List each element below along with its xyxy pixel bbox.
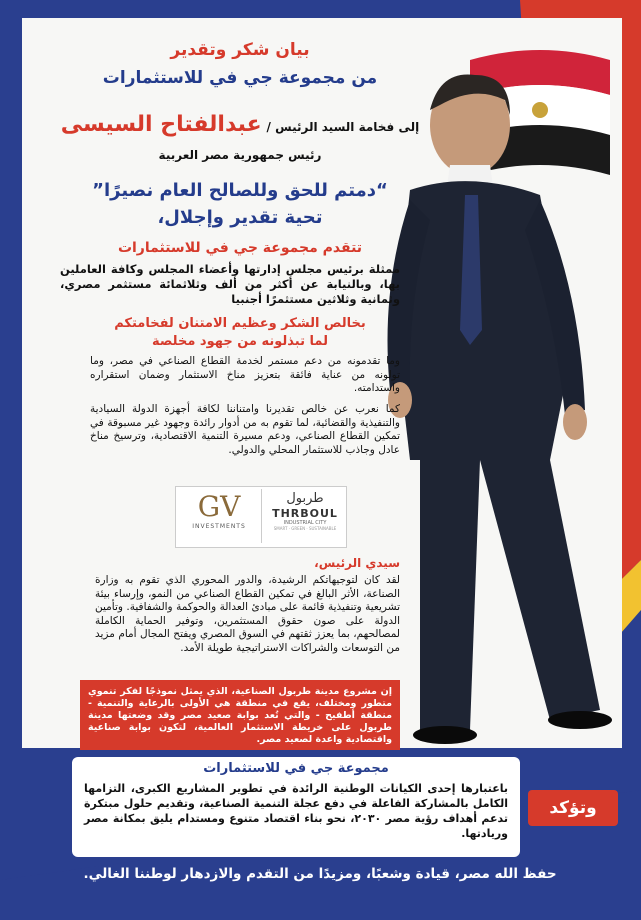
- tharboul-red-box: [80, 680, 400, 750]
- tharboul-logo: [268, 491, 342, 531]
- gv-logo: [184, 491, 254, 530]
- section1-body: ممثلة برئيس مجلس إدارتها وأعضاء المجلس وكافة العاملين بها، وبالنيابة عن أكثر من ألف وثلاثمائة مستثمر مصري، وثمانية وثلاثين مستثمرًا أجنبيا: [60, 262, 400, 306]
- section3-body: لقد كان لتوجيهاتكم الرشيدة، والدور المحوري الذي تقوم به وزارة الصناعة، الأثر البالغ في تمكين القطاع الصناعي من النمو، وإرساء بيئة تشريعية وتنفيذية قائمة على مبادئ العدالة والحوكمة والشفافية. وتأمين الدولة على صون حقوق المستثمرين، وتوفير الحماية الكاملة لمصالحهم، بما يعزز ثقتهم في السوق المصري ويفتح المجال أمام مزيد من التوسعات والشراكات الاستراتيجية طويلة الأمد.: [95, 574, 400, 654]
- footer-line: حفظ الله مصر، قيادة وشعبًا، ومزيدًا من التقدم والازدهار لوطننا الغالي.: [83, 866, 557, 882]
- tharboul-logo-sub2: SMART · GREEN · SUSTAINABLE: [273, 526, 337, 531]
- header-line4: رئيس جمهورية مصر العربية: [158, 148, 322, 162]
- header-prefix: إلى فخامة السيد الرئيس /: [266, 120, 420, 134]
- tharboul-logo-sub1: INDUSTRIAL CITY: [283, 520, 327, 526]
- section1-heading: تتقدم مجموعة جي في للاستثمارات: [117, 240, 363, 256]
- gv-logo-mark: GV: [197, 490, 241, 523]
- bottom-box: [72, 757, 520, 857]
- header-line2: من مجموعة جي في للاستثمارات: [102, 68, 378, 88]
- quote-line2: تحية تقدير وإجلال،: [157, 207, 323, 228]
- quote-line1: “دمتم للحق وللصالح العام نصيرًا”: [92, 180, 388, 201]
- logo-divider: [261, 489, 262, 543]
- president-name: عبدالفتاح السيسى: [60, 112, 262, 137]
- section2-body2: كما نعرب عن خالص تقديرنا وامتناننا لكافة أجهزة الدولة السيادية والتنفيذية والقضائية، لما تقوم به من أدوار رائدة وجهود غير مسبوقة في تمكين القطاع الصناعي، ودعم مسيرة التنمية الاقتصادية، وترسيخ مناخ عادل وجاذب للاستثمار المحلي والدولي.: [90, 403, 400, 456]
- tharboul-red-box-text: إن مشروع مدينة طربول الصناعية، الذي يمثل نموذجًا لفكر تنموي متطور ومختلف، يقع في منطقة هي الأولى بالرعاية والتنمية - منطقة أطفيح - والتي تُعد بوابة صعيد مصر وقد وضعتها مدينة طربول على خريطة الاستثمار العالمية، لتكون بوابة صناعية واقتصادية واعدة لصعيد مصر.: [88, 686, 392, 745]
- header-line1: بيان شكر وتقدير: [170, 40, 310, 60]
- header-line3: [40, 112, 440, 137]
- bottom-body: باعتبارها إحدى الكيانات الوطنية الرائدة في تطوير المشاريع الكبرى، التزامها الكامل بالمشاركة الفاعلة في دفع عجلة التنمية الصناعية، وتقديم حلول مبتكرة تدعم أهداف رؤية مصر ٢٠٣٠، نحو بناء اقتصاد متنوع ومستدام يليق بمكانة مصر وريادتها.: [84, 782, 508, 840]
- bottom-title: مجموعة جي في للاستثمارات: [203, 761, 389, 776]
- section2-body1: وما تقدمونه من دعم مستمر لخدمة القطاع الصناعي في مصر، وما تولونه من عناية فائقة بتعزيز مناخ الاستثمار وضمان استقراره واستدامته.: [90, 355, 400, 394]
- wtakd-badge: وتؤكد: [528, 790, 618, 826]
- section2-heading2: لما تبذلونه من جهود مخلصة: [151, 334, 328, 349]
- gv-logo-sub: INVESTMENTS: [192, 523, 246, 530]
- tharboul-logo-ar: طربول: [286, 491, 324, 506]
- section2-heading1: بخالص الشكر وعظيم الامتنان لفخامتكم: [114, 316, 366, 331]
- section3-heading: سيدي الرئيس،: [314, 556, 400, 570]
- tharboul-logo-en: THRBOUL: [272, 507, 338, 520]
- logos-box: [175, 486, 347, 548]
